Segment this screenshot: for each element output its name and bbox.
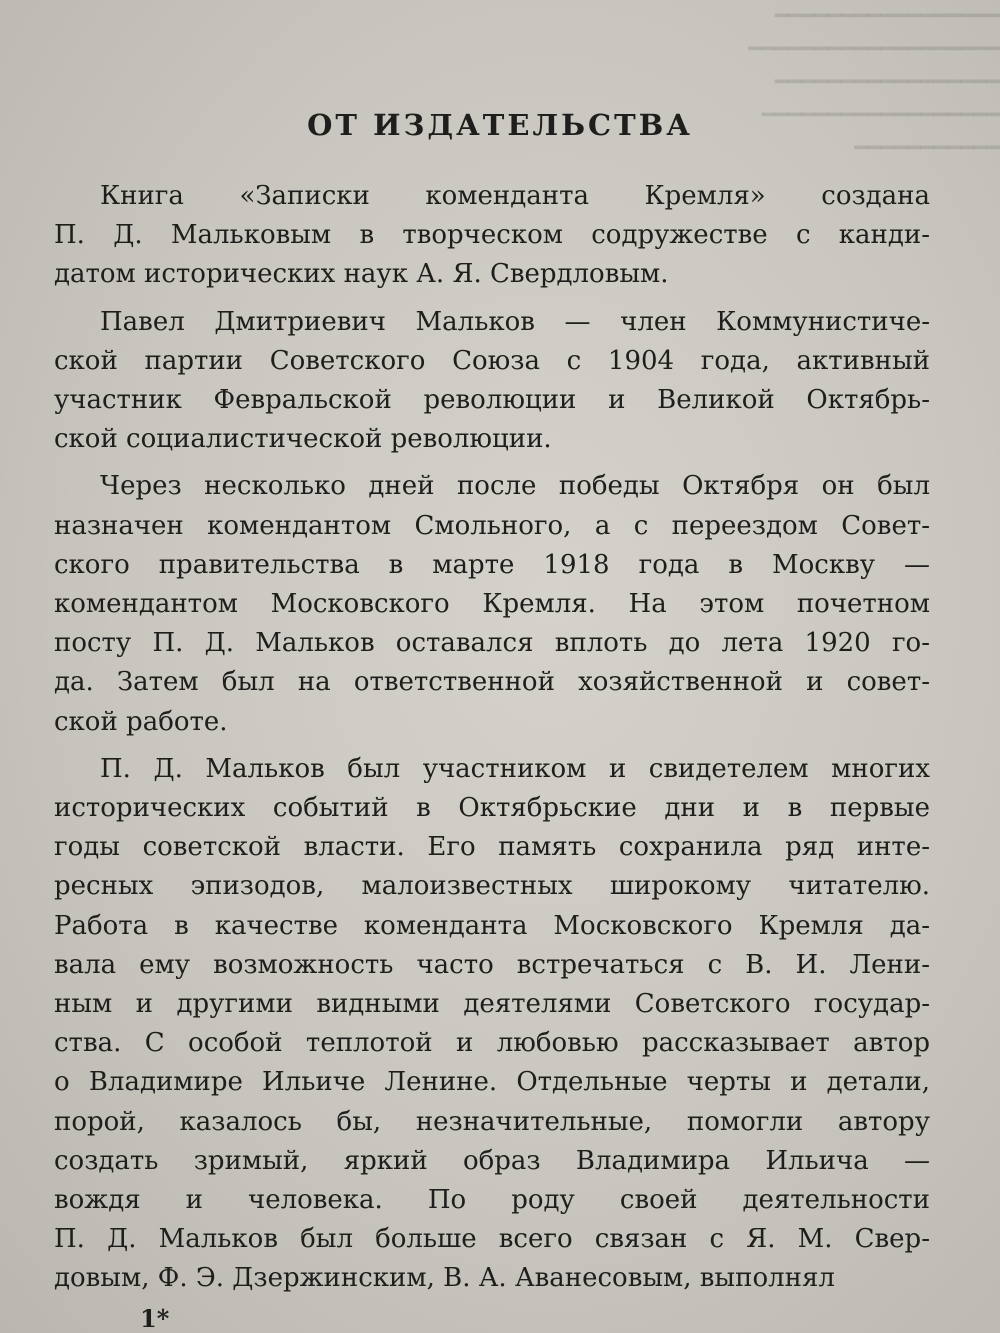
text-line: посту П. Д. Мальков оставался вплоть до лета 1920 го- (54, 628, 930, 659)
text-line: П. Д. Мальков был участником и свидетелем многих (100, 753, 930, 784)
text-line: Работа в качестве коменданта Московского Кремля да- (54, 910, 930, 941)
paragraph (54, 467, 930, 741)
text-line: ным и другими видными деятелями Советского государ- (54, 989, 930, 1020)
text-line: назначен комендантом Смольного, а с переездом Совет- (54, 510, 930, 541)
text-line: датом исторических наук А. Я. Свердловым. (54, 259, 669, 290)
text-line: ского правительства в марте 1918 года в Москву — (54, 549, 930, 580)
text-line: ской партии Советского Союза с 1904 года, активный (54, 345, 930, 376)
text-line: П. Д. Мальков был больше всего связан с Я. М. Свер- (54, 1224, 930, 1255)
text-line: довым, Ф. Э. Дзержинским, В. А. Аванесовым, выполнял (54, 1263, 835, 1294)
section-title: ОТ ИЗДАТЕЛЬСТВА (307, 108, 693, 142)
text-line: Книга «Записки коменданта Кремля» создана (100, 181, 930, 211)
text-line: годы советской власти. Его память сохранила ряд инте- (54, 832, 930, 863)
text-line: ресных эпизодов, малоизвестных широкому читателю. (54, 871, 930, 902)
body-text (54, 177, 930, 1307)
text-line: ства. С особой теплотой и любовью рассказывает автор (54, 1028, 930, 1059)
text-line: ской работе. (54, 706, 228, 737)
bleed-through-text: ━━━━━━━━━━━━━━━━━ ━━━━━━━━━━━━━━━━━━━ ━━━━━━━━━━━━━━━━━ ━━━━━━━━━━━━━━━━━━ ━━━━━━━━━━━ (748, 4, 1000, 161)
paragraph (54, 177, 930, 295)
paragraph (54, 303, 930, 460)
text-line: да. Затем был на ответственной хозяйственной и совет- (54, 667, 930, 698)
text-line: порой, казалось бы, незначительные, помогли автору (54, 1106, 930, 1137)
text-line: Павел Дмитриевич Мальков — член Коммунистиче- (100, 306, 930, 337)
text-line: создать зримый, яркий образ Владимира Ильича — (54, 1145, 930, 1176)
text-line: вала ему возможность часто встречаться с В. И. Лени- (54, 949, 930, 980)
printer-signature-mark: 1* (140, 1304, 170, 1333)
text-line: ской социалистической революции. (54, 424, 552, 455)
text-line: Через несколько дней после победы Октября он был (100, 471, 930, 502)
text-line: участник Февральской революции и Великой Октябрь- (54, 385, 930, 416)
text-line: вождя и человека. По роду своей деятельности (54, 1185, 930, 1216)
text-line: исторических событий в Октябрьские дни и в первые (54, 793, 930, 824)
paragraph (54, 750, 930, 1299)
text-line: о Владимире Ильиче Ленине. Отдельные черты и детали, (54, 1067, 930, 1098)
text-line: П. Д. Мальковым в творческом содружестве с канди- (54, 220, 930, 251)
text-line: комендантом Московского Кремля. На этом почетном (54, 589, 930, 620)
